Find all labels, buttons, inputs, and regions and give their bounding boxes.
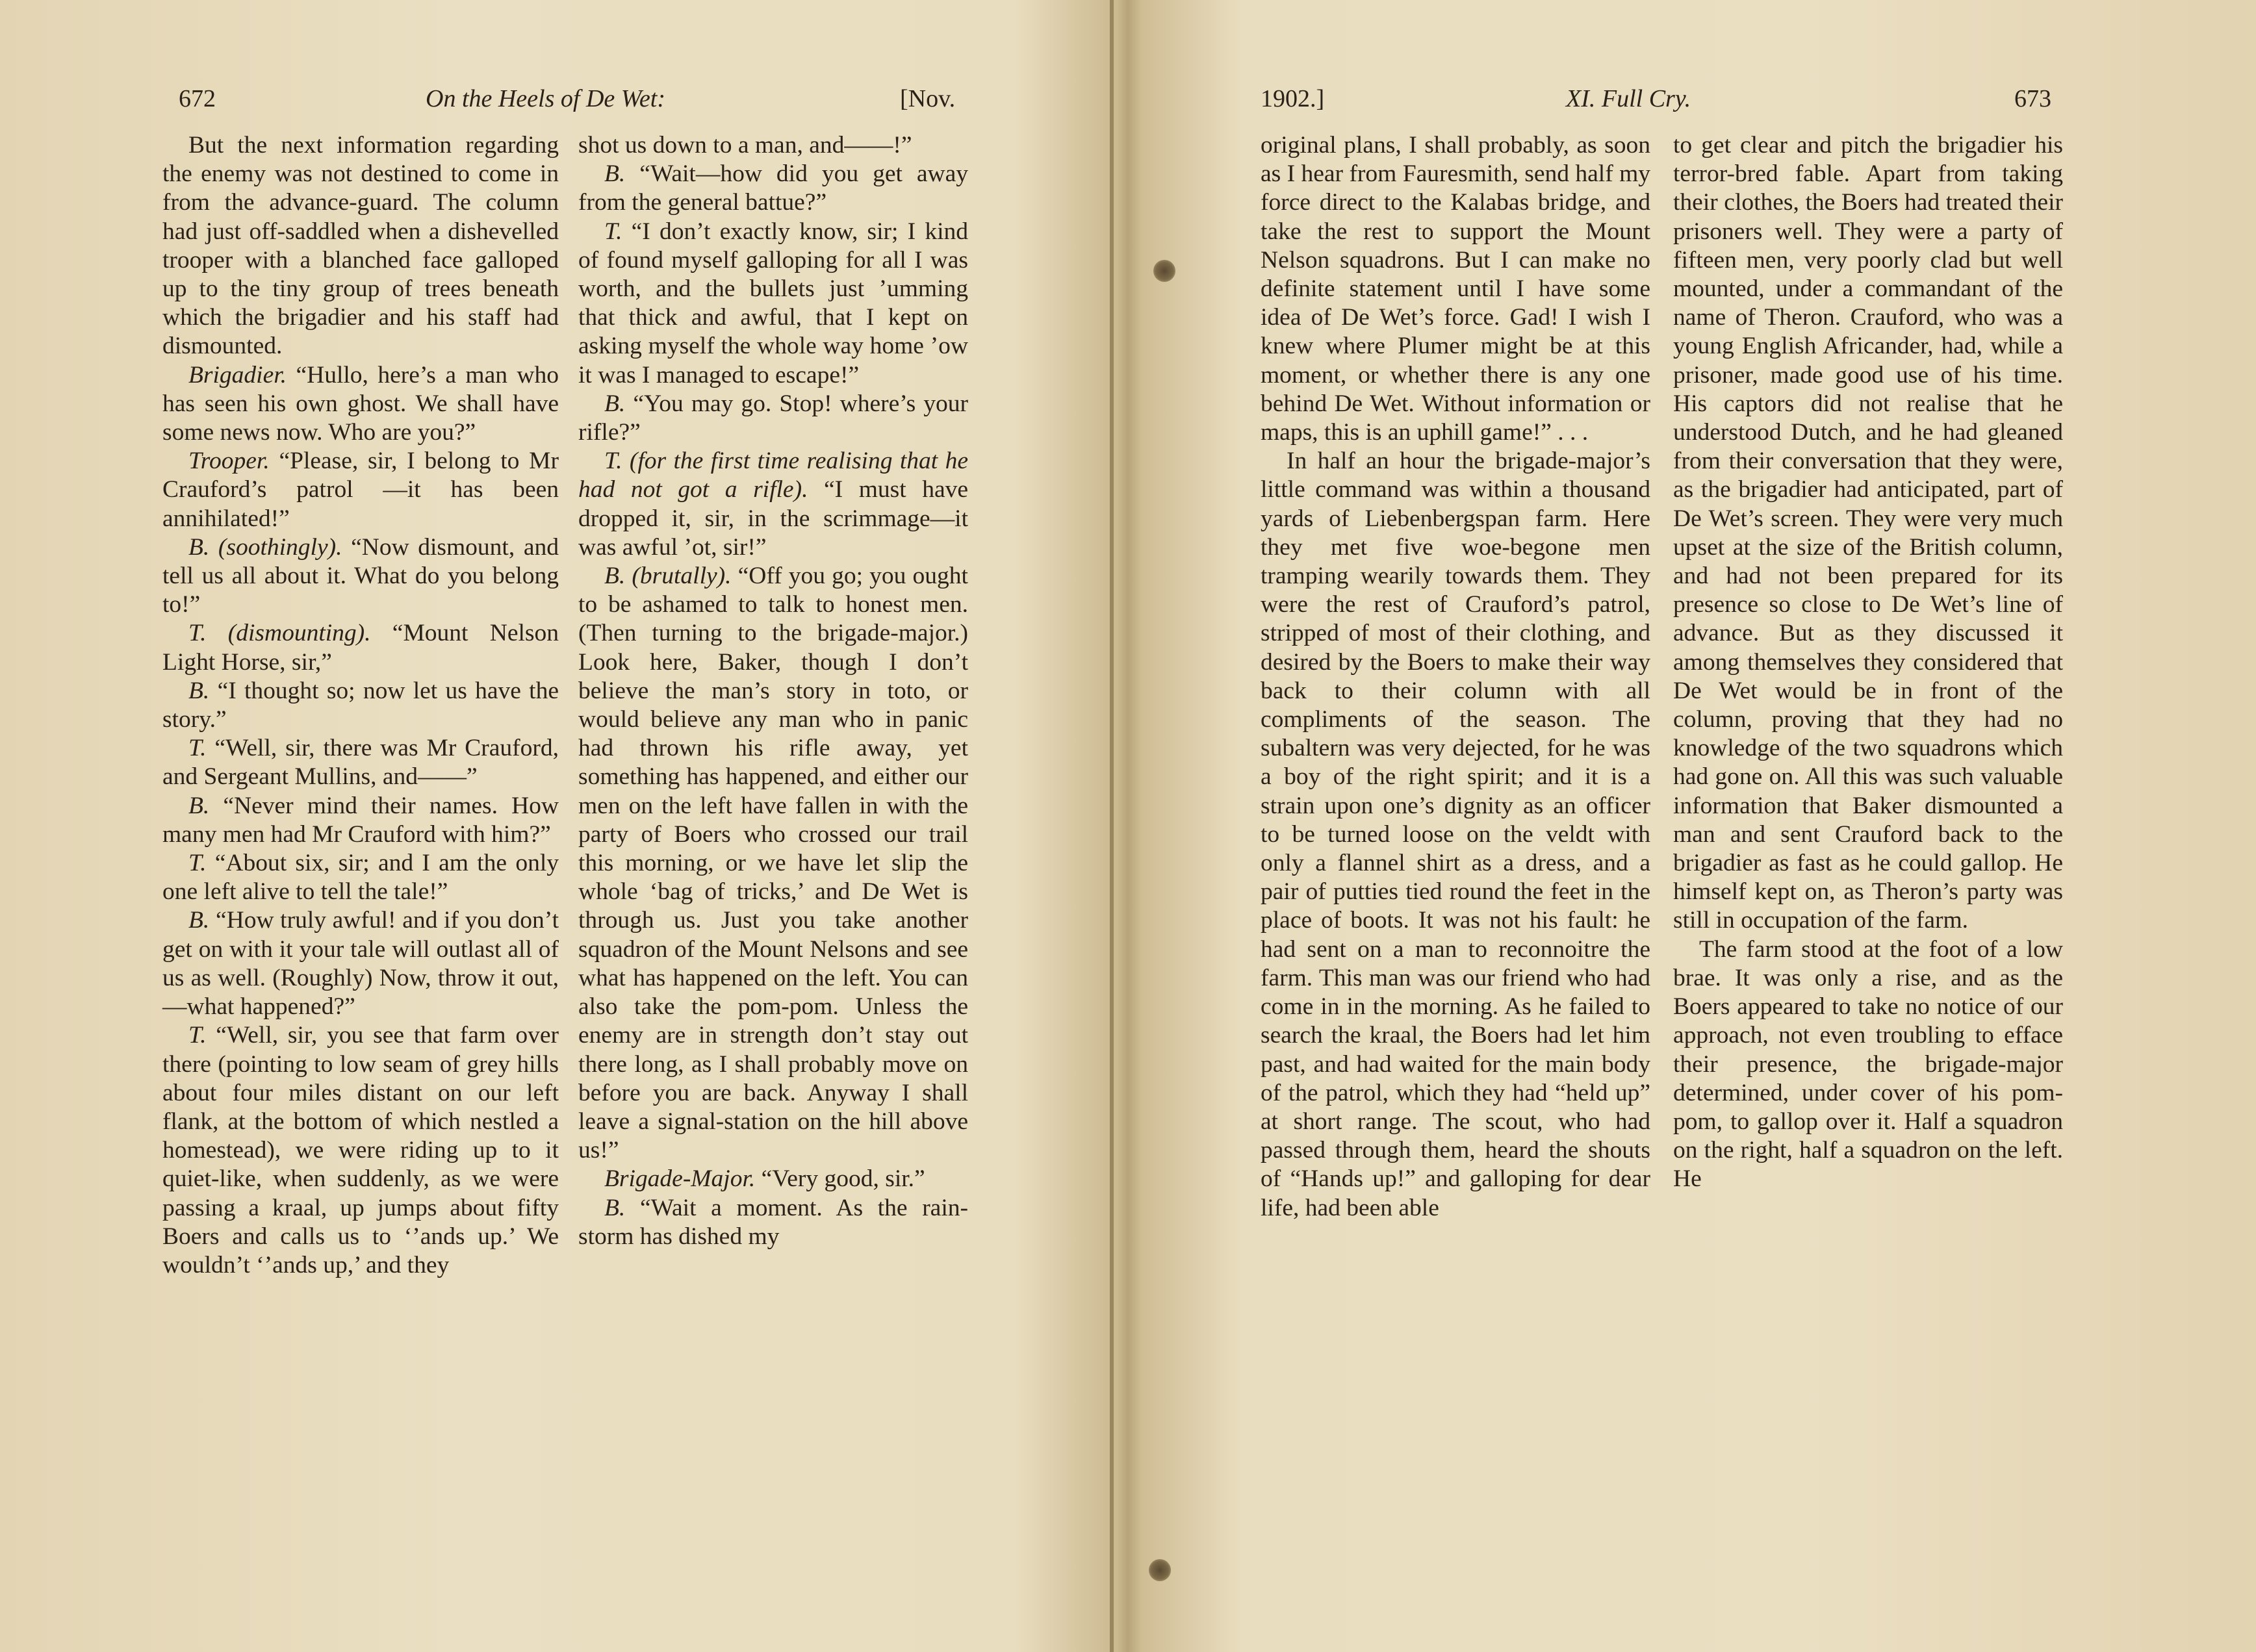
paragraph-text: “About six, sir; and I am the only one left alive to tell the tale!” xyxy=(162,850,559,906)
book-gutter xyxy=(1110,0,1114,1652)
paragraph-text: “Please, sir, I belong to Mr Crauford’s patrol —it has been annihilated!” xyxy=(162,448,559,532)
paragraph-text: shot us down to a man, and——!” xyxy=(578,132,912,159)
paragraph xyxy=(578,1194,968,1251)
paragraph-text: “Wait a moment. As the rain-storm has dished my xyxy=(578,1194,968,1250)
running-title: On the Heels of De Wet: xyxy=(426,85,665,112)
paragraph-text: “Well, sir, you see that farm over there (pointing to low seam of grey hills about four miles distant on our left flank, at the bottom of which nestled a homestead), we were riding up to it quiet-like, when suddenly, as we were passing a kraal, up jumps about fifty Boers and calls us to ‘’ands up.’ We wouldn’t ‘’ands up,’ and they xyxy=(162,1022,559,1278)
date-mark: 1902.] xyxy=(1261,85,1325,112)
paragraph xyxy=(578,447,968,562)
paragraph xyxy=(578,131,968,160)
speaker-label: Brigadier. xyxy=(188,361,287,388)
speaker-label: B. xyxy=(188,677,210,704)
speaker-label: B. xyxy=(188,907,210,934)
right-page xyxy=(1261,84,2066,1579)
left-page xyxy=(162,84,968,1579)
paragraph xyxy=(1673,131,2063,935)
paragraph-text: “You may go. Stop! where’s your rifle?” xyxy=(578,390,968,446)
paragraph-text: The farm stood at the foot of a low brae. It was only a rise, and as the Boers appeared to take no notice of our approach, not even troubling to efface their presence, the brigade-major determined, under cover of his pom-pom, to gallop over it. Half a squadron on the right, half a squadron on the left. He xyxy=(1673,935,2063,1193)
right-page-header xyxy=(1261,84,2066,123)
speaker-label: B. (brutally). xyxy=(604,563,732,590)
text-column-2 xyxy=(578,131,968,1251)
binding-hole-top xyxy=(1153,260,1175,282)
paragraph-text: “I thought so; now let us have the story.” xyxy=(162,677,559,733)
left-page-header xyxy=(162,84,968,123)
speaker-label: B. xyxy=(604,390,626,417)
paragraph xyxy=(578,562,968,1165)
paragraph xyxy=(162,906,559,1021)
text-column-1 xyxy=(1261,131,1650,1223)
paragraph xyxy=(162,447,559,533)
speaker-label: B. xyxy=(188,792,210,819)
paragraph xyxy=(1673,935,2063,1194)
paragraph-text: In half an hour the brigade-major’s little command was within a thousand yards of Liebenbergspan farm. Here they met five woe-begone men tramping wearily towards them. They were the rest of Crauford’s patrol, stripped of most of their clothing, and desired by the Boers to make their way back to their column with all compliments of the season. The subaltern was very dejected, for he was a boy of the right spirit; and it is a strain upon one’s dignity as an officer to be turned loose on the veldt with only a flannel shirt as a dress, and a pair of putties tied round the feet in the place of boots. It was not his fault: he had sent on a man to reconnoitre the farm. This man was our friend who had come in in the morning. As he failed to search the kraal, the Boers had let him past, and had waited for the main body of the patrol, which they had “held up” at short range. The scout, who had passed through them, heard the shouts of “Hands up!” and galloping for dear life, had been able xyxy=(1261,448,1650,1221)
paragraph-text: “Wait—how did you get away from the general battue?” xyxy=(578,160,968,216)
paragraph-text: “I don’t exactly know, sir; I kind of found myself galloping for all I was worth, and the bullets just ’umming that thick and awful, that I kept on asking myself the whole way home ’ow it was I managed to escape!” xyxy=(578,218,968,388)
paragraph-text: “Hullo, here’s a man who has seen his own ghost. We shall have some news now. Who are you?” xyxy=(162,361,559,446)
speaker-label: Brigade-Major. xyxy=(604,1165,756,1193)
paragraph xyxy=(162,1021,559,1280)
paragraph xyxy=(1261,131,1650,447)
paragraph xyxy=(162,533,559,620)
speaker-label: T. (dismounting). xyxy=(188,620,371,647)
speaker-label: T. (for the first time realising that he had not got a rifle). xyxy=(578,448,968,503)
running-title: XI. Full Cry. xyxy=(1566,85,1691,112)
paragraph-text: original plans, I shall probably, as soon as I hear from Fauresmith, send half my force direct to the Kalabas bridge, and take the rest to support the Mount Nelson squadrons. But I can make no definite statement until I have some idea of De Wet’s force. Gad! I wish I knew where Plumer might be at this moment, or whether there is any one behind De Wet. Without information or maps, this is an uphill game!” . . . xyxy=(1261,132,1650,446)
speaker-label: Trooper. xyxy=(188,448,270,475)
paragraph xyxy=(162,619,559,676)
text-column-1 xyxy=(162,131,559,1280)
paragraph xyxy=(1261,447,1650,1222)
paragraph xyxy=(162,734,559,791)
paragraph xyxy=(162,131,559,361)
paragraph xyxy=(578,218,968,390)
paragraph-text: “Now dismount, and tell us all about it. What do you belong to!” xyxy=(162,533,559,618)
page-number: 673 xyxy=(2014,85,2051,112)
paragraph xyxy=(578,390,968,447)
paragraph-text: “How truly awful! and if you don’t get on with it your tale will outlast all of us as well. (Roughly) Now, throw it out,—what happened?” xyxy=(162,907,559,1021)
speaker-label: T. xyxy=(188,1022,207,1049)
paragraph-text: “Very good, sir.” xyxy=(755,1165,925,1193)
text-column-2 xyxy=(1673,131,2063,1194)
paragraph xyxy=(578,160,968,217)
paragraph xyxy=(162,849,559,906)
paragraph xyxy=(162,677,559,734)
speaker-label: B. xyxy=(604,1194,626,1221)
paragraph-text: “Mount Nelson Light Horse, sir,” xyxy=(162,620,559,676)
paragraph-text: “Off you go; you ought to be ashamed to talk to honest men. (Then turning to the brigade-major.) Look here, Baker, though I don’t believe the man’s story in toto, or would believe any man who in panic had thrown his rifle away, yet something has happened, and either our men on the left have fallen in with the party of Boers who crossed our trail this morning, or we have let slip the whole ‘bag of tricks,’ and De Wet is through us. Just you take another squadron of the Mount Nelsons and see what has happened on the left. You can also take the pom-pom. Unless the enemy are in strength don’t stay out there long, as I shall probably move on before you are back. Anyway I shall leave a signal-station on the hill above us!” xyxy=(578,563,968,1164)
speaker-label: T. xyxy=(188,850,207,877)
paragraph-text: But the next information regarding the enemy was not destined to come in from the advance-guard. The column had just off-saddled when a dishevelled trooper with a blanched face galloped up to the tiny group of trees beneath which the brigadier and his staff had dismounted. xyxy=(162,132,559,360)
speaker-label: T. xyxy=(604,218,622,245)
paragraph-text: “Well, sir, there was Mr Crauford, and Sergeant Mullins, and——” xyxy=(162,735,559,791)
paragraph-text: “Never mind their names. How many men had Mr Crauford with him?” xyxy=(162,792,559,848)
paragraph xyxy=(162,792,559,849)
paragraph-text: “I must have dropped it, sir, in the scrimmage—it was awful ’ot, sir!” xyxy=(578,476,968,561)
page-number: 672 xyxy=(179,85,216,112)
speaker-label: T. xyxy=(188,735,207,762)
speaker-label: B. (soothingly). xyxy=(188,533,342,561)
paragraph-text: to get clear and pitch the brigadier his terror-bred fable. Apart from taking their clothes, the Boers had treated their prisoners well. They were a party of fifteen men, very poorly clad but well mounted, under a commandant of the name of Theron. Crauford, who was a young English Africander, had, while a prisoner, made good use of his time. His captors did not realise that he understood Dutch, and he had gleaned from their conversation that they were, as the brigadier had anticipated, part of De Wet’s screen. They were very much upset at the size of the British column, and had not been prepared for its presence so close to De Wet’s line of advance. But as they discussed it among themselves they considered that De Wet would be in front of the column, proving that they had no knowledge of the two squadrons which had gone on. All this was such valuable information that Baker dismounted a man and sent Crauford back to the brigadier as fast as he could gallop. He himself kept on, as Theron’s party was still in occupation of the farm. xyxy=(1673,132,2063,934)
paragraph xyxy=(578,1165,968,1193)
binding-hole-bottom xyxy=(1149,1559,1171,1581)
speaker-label: B. xyxy=(604,160,626,188)
date-mark: [Nov. xyxy=(900,85,956,112)
paragraph xyxy=(162,361,559,448)
